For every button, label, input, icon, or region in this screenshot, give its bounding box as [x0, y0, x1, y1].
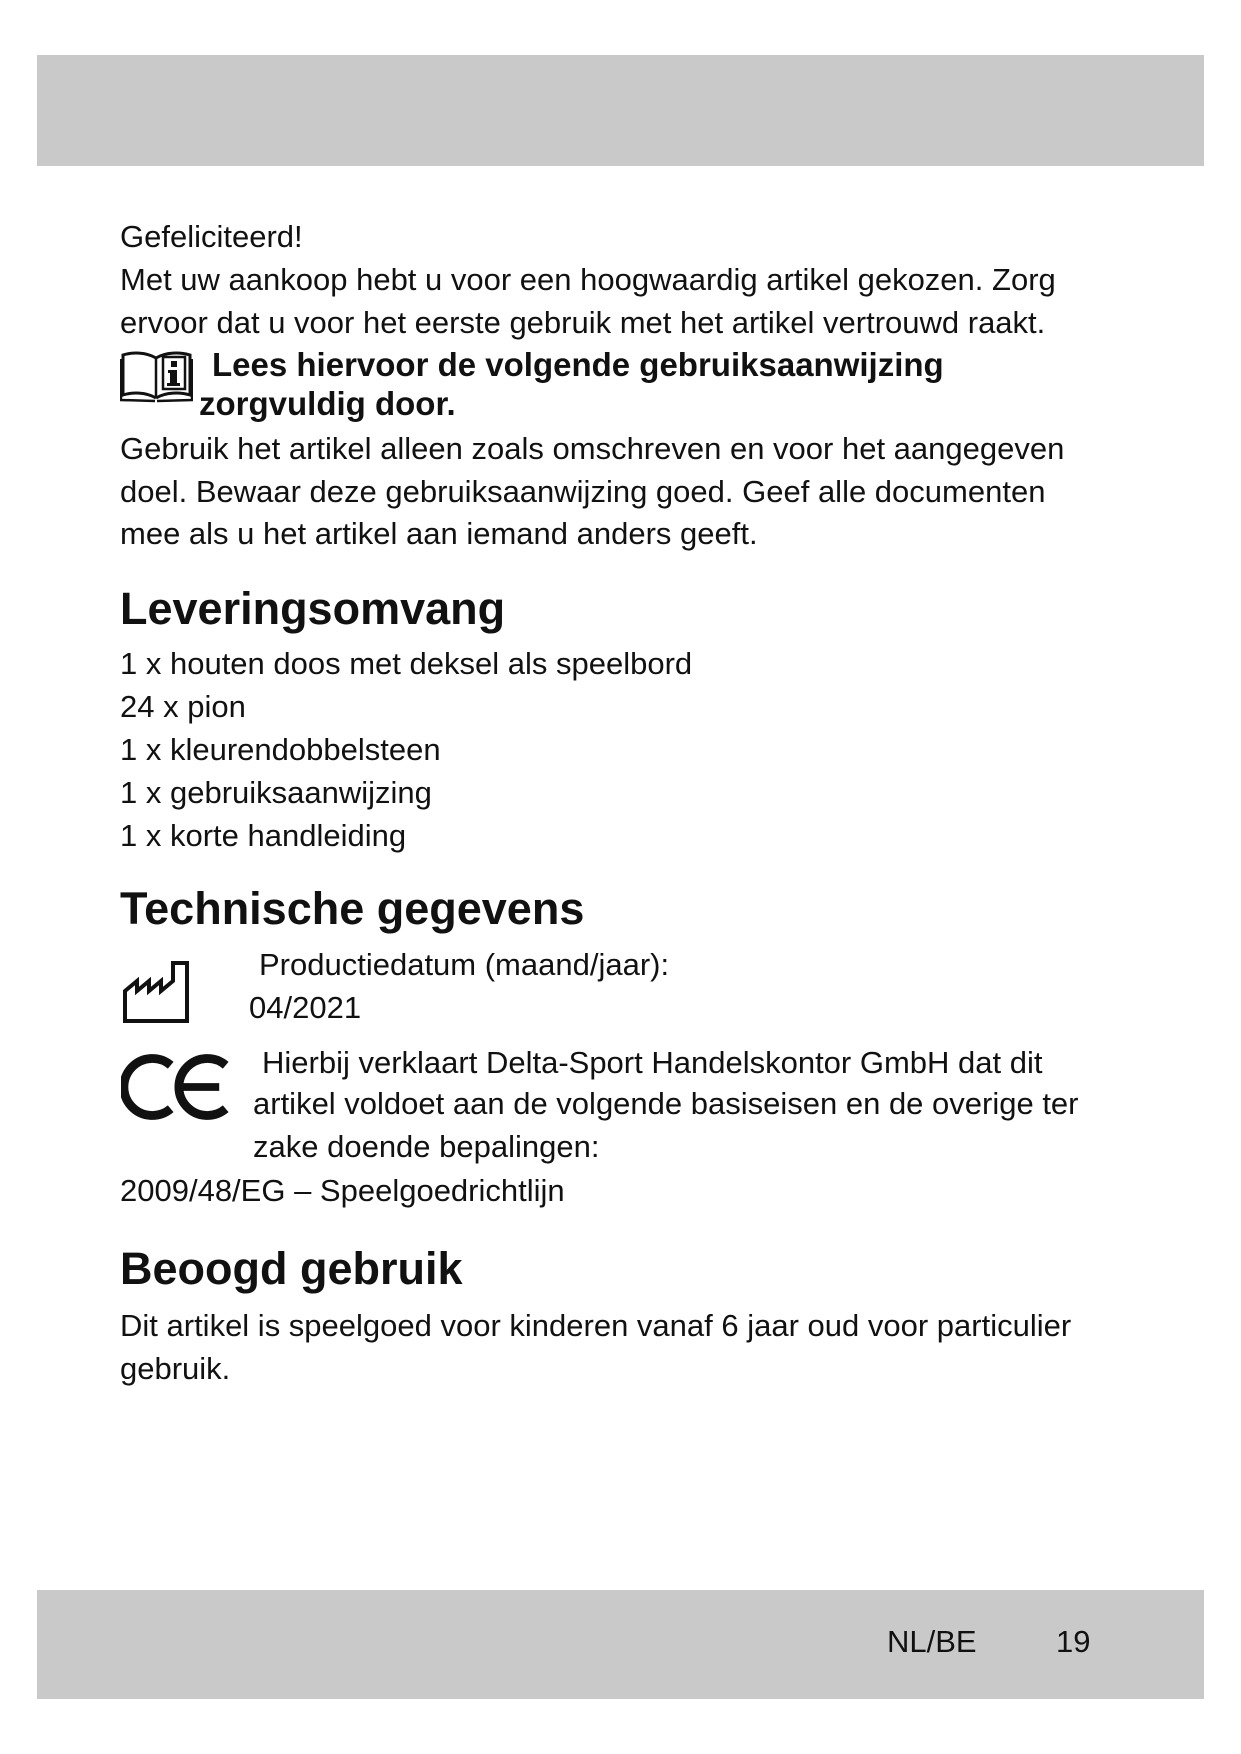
intended-use-line: Dit artikel is speelgoed voor kinderen vanaf 6 jaar oud voor particulier	[120, 1308, 1072, 1343]
declaration-line: Hierbij verklaart Delta-Sport Handelskontor GmbH dat dit	[262, 1045, 1043, 1080]
list-item: 1 x kleurendobbelsteen	[120, 732, 441, 767]
list-item: 1 x gebruiksaanwijzing	[120, 775, 432, 810]
intro-line: Met uw aankoop hebt u voor een hoogwaardig artikel gekozen. Zorg	[120, 262, 1056, 297]
read-instructions-icon	[120, 348, 193, 404]
footer-language: NL/BE	[887, 1624, 977, 1659]
page-number: 19	[1056, 1624, 1091, 1659]
notice-line: zorgvuldig door.	[199, 385, 456, 422]
notice-line: Lees hiervoor de volgende gebruiksaanwijzing	[212, 346, 944, 383]
list-item: 1 x houten doos met deksel als speelbord	[120, 646, 693, 681]
scope-of-delivery-heading: Leveringsomvang	[120, 583, 506, 634]
declaration-line: zake doende bepalingen:	[253, 1129, 600, 1164]
greeting: Gefeliciteerd!	[120, 219, 303, 254]
intro-line: ervoor dat u voor het eerste gebruik met het artikel vertrouwd raakt.	[120, 305, 1046, 340]
list-item: 24 x pion	[120, 689, 246, 724]
footer-bar	[37, 1590, 1204, 1699]
intended-use-line: gebruik.	[120, 1351, 231, 1386]
date-of-manufacture-icon	[121, 959, 193, 1025]
technical-data-heading: Technische gegevens	[120, 883, 585, 934]
production-date-value: 04/2021	[249, 990, 362, 1025]
declaration-line: artikel voldoet aan de volgende basiseisen en de overige ter	[253, 1086, 1079, 1121]
usage-line: doel. Bewaar deze gebruiksaanwijzing goed. Geef alle documenten	[120, 474, 1046, 509]
list-item: 1 x korte handleiding	[120, 818, 407, 853]
header-bar	[37, 55, 1204, 166]
ce-mark-icon	[121, 1051, 231, 1123]
intended-use-heading: Beoogd gebruik	[120, 1243, 463, 1294]
usage-line: mee als u het artikel aan iemand anders geeft.	[120, 516, 758, 551]
directive-reference: 2009/48/EG – Speelgoedrichtlijn	[120, 1173, 565, 1208]
usage-line: Gebruik het artikel alleen zoals omschreven en voor het aangegeven	[120, 431, 1065, 466]
production-date-label: Productiedatum (maand/jaar):	[259, 947, 670, 982]
